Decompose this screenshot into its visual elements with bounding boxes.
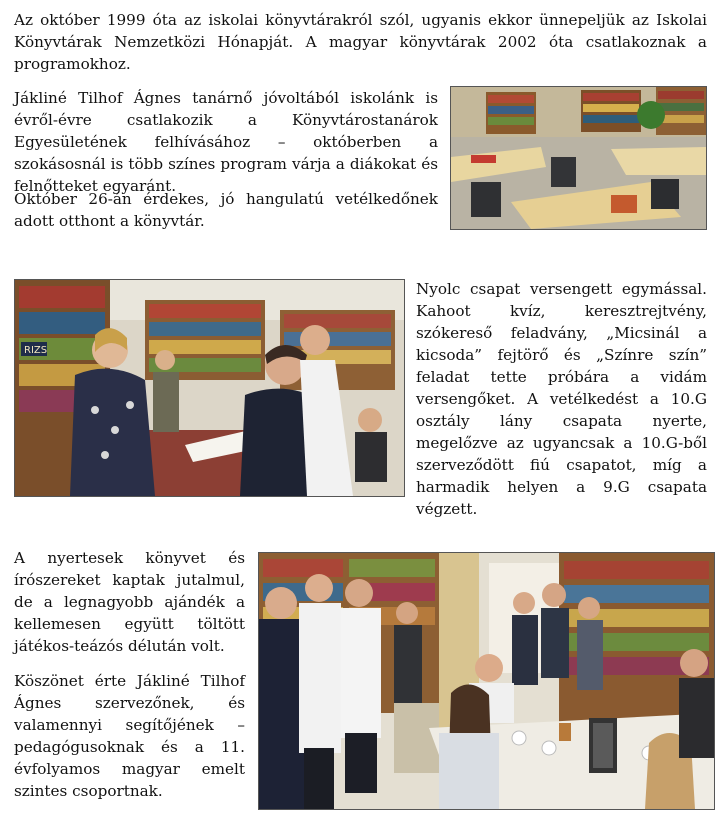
thanks-paragraph: Köszönet érte Jákliné Tilhof Ágnes szervezőnek, és valamennyi segítőjének – pedagógusoknak és a 11. évfolyamos magyar emelt szintes csoportnak. (14, 672, 245, 800)
join-paragraph: Jákliné Tilhof Ágnes tanárnő jóvoltából iskolánk is évről-évre csatlakozik a Könyvtárostanárok Egyesületének felhívásához – októberben a szokásosnál is több színes program várja a diákokat és felnőtteket egyaránt. (14, 89, 438, 195)
teams-paragraph: Nyolc csapat versengett egymással. Kahoot kvíz, keresztrejtvény, szókereső feladvány, „Micsinál a kicsoda” fejtörő és „Színre szín” feladat tette próbára a vidám versengőket. A vetélkedést a 10.G osztály lány csapata nyerte, megelőzve az ugyancsak a 10.G-ből szerveződött fiú csapatot, míg a harmadik helyen a 9.G csapata végzett. (416, 280, 707, 518)
book-spine-label: RIZS (24, 345, 48, 356)
quiz-paragraph: Október 26-án érdekes, jó hangulatú vetélkedőnek adott otthont a könyvtár. (14, 190, 438, 230)
tea-party-photo (258, 552, 715, 810)
intro-paragraph: Az október 1999 óta az iskolai könyvtárakról szól, ugyanis ekkor ünnepeljük az Iskolai Könyvtárak Nemzetközi Hónapját. A magyar könyvtárak 2002 óta csatlakoznak a programokhoz. (14, 11, 707, 73)
award-ceremony-photo (14, 279, 405, 497)
library-reading-room-photo (450, 86, 707, 230)
prizes-paragraph: A nyertesek könyvet és írószereket kaptak jutalmul, de a legnagyobb ajándék a kellemesen együtt töltött játékos-teázós délután volt. (14, 549, 245, 655)
